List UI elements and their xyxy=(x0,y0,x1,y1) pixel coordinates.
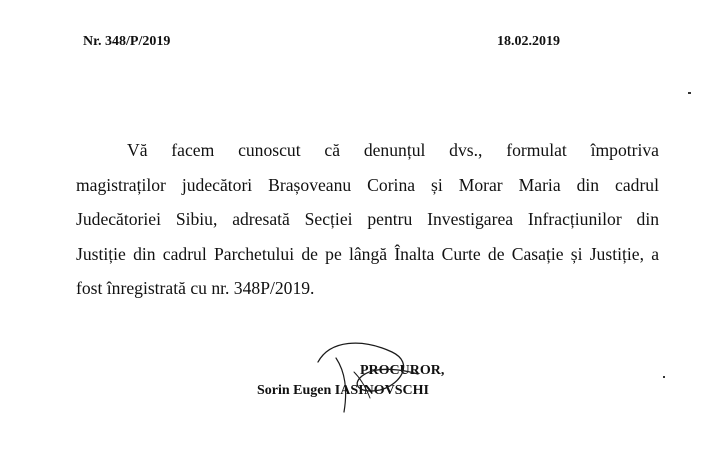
scan-speck xyxy=(663,376,665,378)
body-line-4: Justiție din cadrul Parchetului de pe lângă Înalta Curte de Casație și Justiție, a xyxy=(76,243,659,264)
document-number: Nr. 348/P/2019 xyxy=(83,34,171,49)
body-line-2: magistraților judecători Brașoveanu Corina și Morar Maria din cadrul xyxy=(76,174,659,195)
body-line-1: Vă facem cunoscut că denunțul dvs., formulat împotriva xyxy=(127,140,659,160)
scan-speck xyxy=(688,92,691,94)
signer-name: Sorin Eugen IASINOVSCHI xyxy=(257,383,429,398)
body-line-3: Judecătoriei Sibiu, adresată Secției pentru Investigarea Infracțiunilor din xyxy=(76,209,659,229)
document-date: 18.02.2019 xyxy=(497,34,560,49)
letter-body xyxy=(76,133,659,306)
body-line-5: fost înregistrată cu nr. 348P/2019. xyxy=(76,278,315,298)
signature-title: PROCUROR, xyxy=(360,363,445,378)
